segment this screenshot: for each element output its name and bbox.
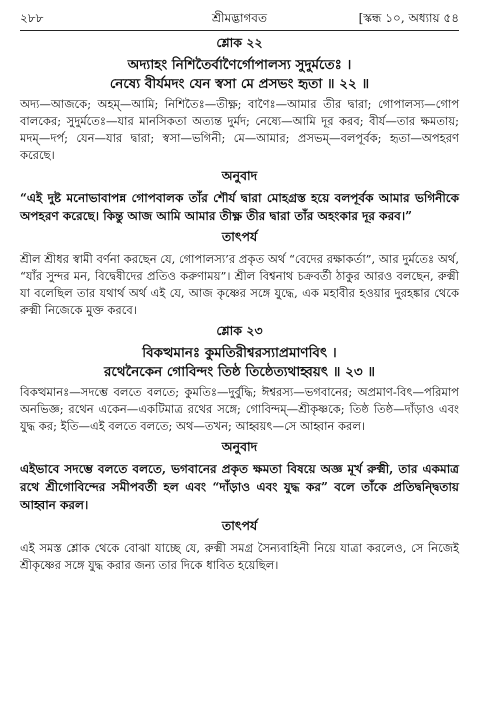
translation-heading: অনুবাদ xyxy=(221,168,258,183)
book-title: শ্রীমদ্ভাগবত xyxy=(211,11,267,25)
purport-heading: তাৎপর্য xyxy=(221,229,258,244)
shloka-heading: শ্লোক ২২ xyxy=(216,35,263,50)
chapter-reference: [স্কন্ধ ১০, অধ্যায় ৫৪ xyxy=(358,11,459,25)
translation-heading: অনুবাদ xyxy=(221,439,258,454)
page-header xyxy=(20,8,459,31)
shloka-heading: শ্লোক ২৩ xyxy=(216,323,263,338)
sanskrit-verse xyxy=(20,56,459,94)
sanskrit-verse xyxy=(20,344,459,382)
translation-text: “এই দুষ্ট মনোভাবাপন্ন গোপবালক তাঁর শৌর্য দ্বারা মোহগ্রস্ত হয়ে বলপূর্বক আমার ভগিনীকে অপহরণ করেছে। কিন্তু আজ আমি আমার তীক্ষ্ণ তীর দ্বারা তাঁর অহংকার দূর করব।” xyxy=(20,191,459,223)
purport-heading: তাৎপর্য xyxy=(221,518,258,533)
verse-line: বিকত্থমানঃ কুমতিরীশ্বরস্যাপ্রমাণবিৎ । xyxy=(142,345,337,361)
verse-line: নেষ্যে বীর্যমদং যেন স্বসা মে প্রসভং হৃতা ॥ ২২ ॥ xyxy=(109,76,370,92)
verse-line: রথেনৈকেন গোবিন্দং তিষ্ঠ তিষ্ঠেত্যথাহ্বয়ৎ ॥ ২৩ ॥ xyxy=(103,364,375,380)
page-number: ২৮৮ xyxy=(20,11,44,25)
shloka-section-22 xyxy=(20,35,459,319)
word-meaning: অদ্য—আজকে; অহম্—আমি; নিশিতৈঃ—তীক্ষ্ণ; বাণৈঃ—আমার তীর দ্বারা; গোপালস্য—গোপ বালকের; সুদুর্মতেঃ—যার মানসিকতা অত্যন্ত দুর্মদ; নেষ্যে—আমি দূর করব; বীর্য—তার ক্ষমতায়; মদম্—দর্প; যেন—যার দ্বারা; স্বসা—ভগিনী; মে—আমার; প্রসভম্—বলপূর্বক; হৃতা—অপহরণ করেছে। xyxy=(20,97,459,162)
purport-text: শ্রীল শ্রীধর স্বামী বর্ণনা করছেন যে, গোপালস্য’র প্রকৃত অর্থ “বেদের রক্ষাকর্তা”, আর দুর্মতেঃ অর্থ, “যাঁর সুন্দর মন, বিদ্বেষীদের প্রতিও করুণাময়”। শ্রীল বিশ্বনাথ চক্রবর্তী ঠাকুর আরও বলছেন, রুক্মী যা বলেছিল তার যথার্থ অর্থ এই যে, আজ কৃষ্ণের সঙ্গে যুদ্ধে, এক মহাবীর হওয়ার দুরহঙ্কার থেকে রুক্মী নিজেকে মুক্ত করবে। xyxy=(20,252,459,317)
shloka-section-23 xyxy=(20,323,459,574)
purport-text: এই সমস্ত শ্লোক থেকে বোঝা যাচ্ছে যে, রুক্মী সমগ্র সৈন্যবাহিনী নিয়ে যাত্রা করলেও, সে নিজেই শ্রীকৃষ্ণের সঙ্গে যুদ্ধ করার জন্য তার দিকে ধাবিত হয়েছিল। xyxy=(20,541,459,572)
word-meaning: বিকত্থমানঃ—সদম্ভে বলতে বলতে; কুমতিঃ—দুর্বুদ্ধি; ঈশ্বরস্য—ভগবানের; অপ্রমাণ-বিৎ—পরিমাপ অনভিজ্ঞ; রথেন একেন—একটিমাত্র রথের সঙ্গে; গোবিন্দম্—শ্রীকৃষ্ণকে; তিষ্ঠ তিষ্ঠ—দাঁড়াও এবং যুদ্ধ কর; ইতি—এই বলতে বলতে; অথ—তখন; আহ্বয়ৎ—সে আহ্বান করল। xyxy=(20,385,459,433)
verse-line: অদ্যাহং নিশিতৈর্বাণৈর্গোপালস্য সুদুর্মতেঃ । xyxy=(127,57,352,73)
translation-text: এইভাবে সদম্ভে বলতে বলতে, ভগবানের প্রকৃত ক্ষমতা বিষয়ে অজ্ঞ মূর্খ রুক্মী, তার একমাত্র রথে শ্রীগোবিন্দের সমীপবর্তী হল এবং “দাঁড়াও এবং যুদ্ধ কর” বলে তাঁকে প্রতিদ্বন্দ্বিতায় আহ্বান করল। xyxy=(20,462,459,512)
